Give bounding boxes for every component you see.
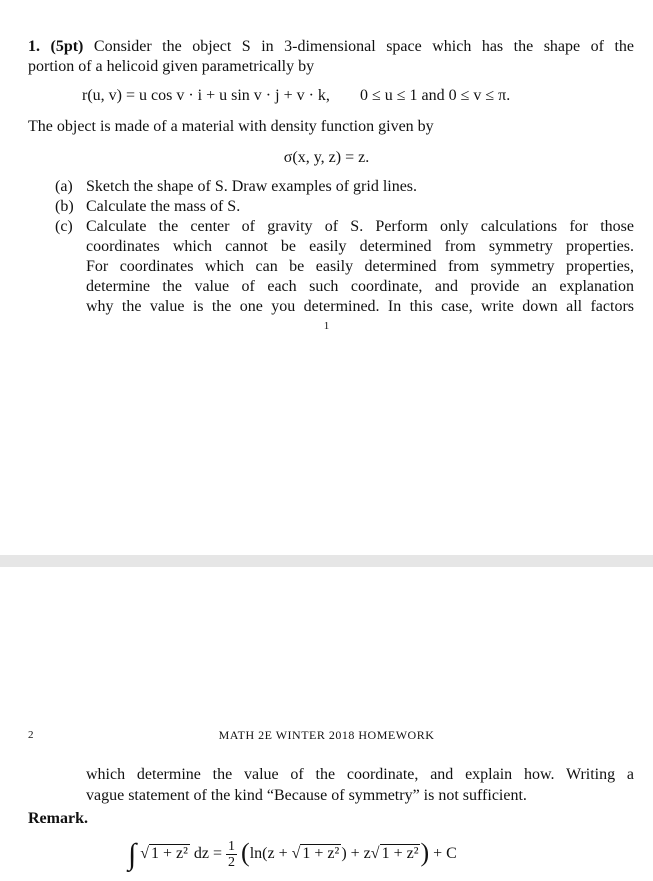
fraction-numerator: 1 <box>228 838 236 854</box>
material-line: The object is made of a material with density function given by <box>28 118 434 135</box>
parametrization-formula <box>82 87 510 105</box>
remark-label: Remark. <box>28 810 88 827</box>
remark-formula <box>128 832 457 877</box>
continuation-line-1: which determine the value of the coordinate, and explain how. Writing a <box>86 766 634 783</box>
item-c-label: (c) <box>55 218 73 235</box>
item-c-line-4: determine the value of each such coordinate, and provide an explanation <box>86 278 634 295</box>
page-2 <box>0 567 653 881</box>
sqrt-symbol: √ <box>140 845 149 862</box>
item-b-label: (b) <box>55 198 74 215</box>
item-c-line-3: For coordinates which can be easily determined from symmetry properties, <box>86 258 634 275</box>
item-a-label: (a) <box>55 178 73 195</box>
continuation-line-2: vague statement of the kind “Because of symmetry” is not sufficient. <box>86 787 527 804</box>
item-c-line-5: why the value is the one you determined. In this case, write down all factors <box>86 298 634 315</box>
page-number-2: 2 <box>28 729 34 741</box>
fraction-one-half <box>226 839 237 870</box>
running-header: MATH 2E WINTER 2018 HOMEWORK <box>218 728 435 742</box>
constant-term: + C <box>433 845 457 862</box>
parameter-range: 0 ≤ u ≤ 1 and 0 ≤ v ≤ π. <box>359 87 511 104</box>
item-c-line-2: coordinates which cannot be easily determined from symmetry properties. <box>86 238 634 255</box>
problem-statement-line-2: portion of a helicoid given parametrically by <box>28 58 315 75</box>
page-separator <box>0 555 653 567</box>
item-c-line-1: Calculate the center of gravity of S. Perform only calculations for those <box>86 218 634 235</box>
ln-sqrt-term: 1 + z² <box>302 845 340 862</box>
sqrt-symbol-3: √ <box>370 845 380 862</box>
z-sqrt-term: 1 + z² <box>381 845 419 862</box>
differential: dz = <box>193 845 223 862</box>
density-formula: σ(x, y, z) = z. <box>283 149 370 166</box>
problem-statement-line-1 <box>28 37 634 57</box>
problem-text-1: Consider the object S in 3-dimensional space which has the shape of the <box>93 38 634 55</box>
fraction-denominator: 2 <box>228 854 236 870</box>
item-a-text: Sketch the shape of S. Draw examples of grid lines. <box>86 178 418 195</box>
ln-term: ln(z + <box>249 845 292 862</box>
integrand: 1 + z² <box>151 845 188 862</box>
item-b-text: Calculate the mass of S. <box>86 198 241 215</box>
page-number-1: 1 <box>323 320 330 332</box>
parametrization: r(u, v) = u cos v · i + u sin v · j + v · k, <box>82 87 330 104</box>
problem-label: 1. (5pt) <box>28 38 84 55</box>
sqrt-symbol-2: √ <box>291 845 301 862</box>
right-paren: ) <box>420 838 430 867</box>
integral-sign: ∫ <box>128 838 137 871</box>
left-paren: ( <box>241 838 250 867</box>
middle-term: ) + z <box>341 845 371 862</box>
